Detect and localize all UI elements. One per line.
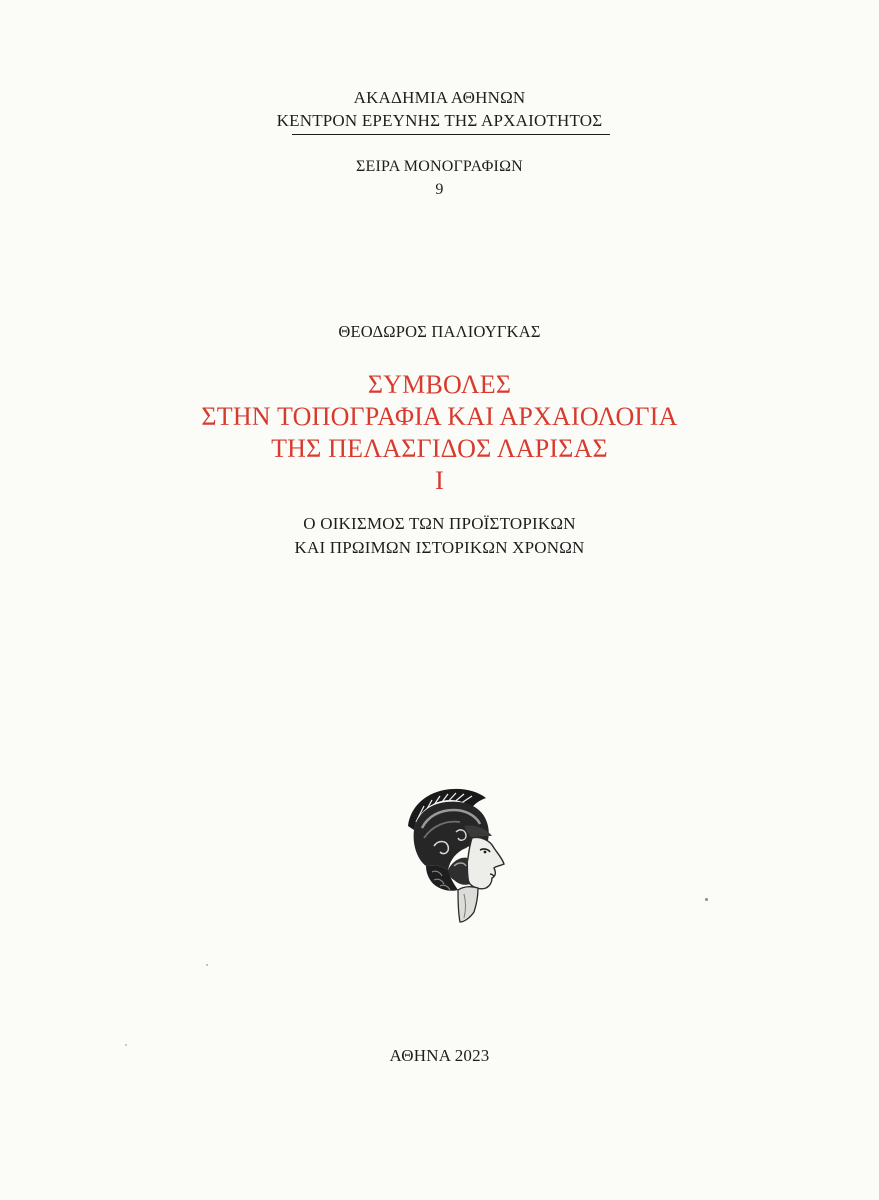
subtitle-line-2: ΚΑΙ ΠΡΩΙΜΩΝ ΙΣΤΟΡΙΚΩΝ ΧΡΟΝΩΝ [294,538,585,557]
title-line-3: ΤΗΣ ΠΕΛΑΣΓΙΔΟΣ ΛΑΡΙΣΑΣ [271,434,608,463]
title-line-2: ΣΤΗΝ ΤΟΠΟΓΡΑΦΙΑ ΚΑΙ ΑΡΧΑΙΟΛΟΓΙΑ [201,402,678,431]
paper-speck [206,964,208,966]
title-line-1: ΣΥΜΒΟΛΕΣ [367,370,512,399]
subtitle-line-1: Ο ΟΙΚΙΣΜΟΣ ΤΩΝ ΠΡΟΪΣΤΟΡΙΚΩΝ [303,514,576,533]
series-number: 9 [435,181,444,198]
series-name: ΣΕΙΡΑ ΜΟΝΟΓΡΑΦΙΩΝ [356,158,523,175]
research-center-name: ΚΕΝΤΡΟΝ ΕΡΕΥΝΗΣ ΤΗΣ ΑΡΧΑΙΟΤΗΤΟΣ [276,111,603,130]
athena-helmet-head-icon [394,786,514,926]
paper-speck [705,898,708,901]
imprint-place-year: ΑΘΗΝΑ 2023 [389,1046,490,1065]
author-name: ΘΕΟΔΩΡΟΣ ΠΑΛΙΟΥΓΚΑΣ [338,322,541,341]
volume-number: I [435,466,444,495]
paper-speck [125,1044,127,1046]
academy-name: ΑΚΑΔΗΜΙΑ ΑΘΗΝΩΝ [353,88,526,107]
header-divider [292,134,610,135]
